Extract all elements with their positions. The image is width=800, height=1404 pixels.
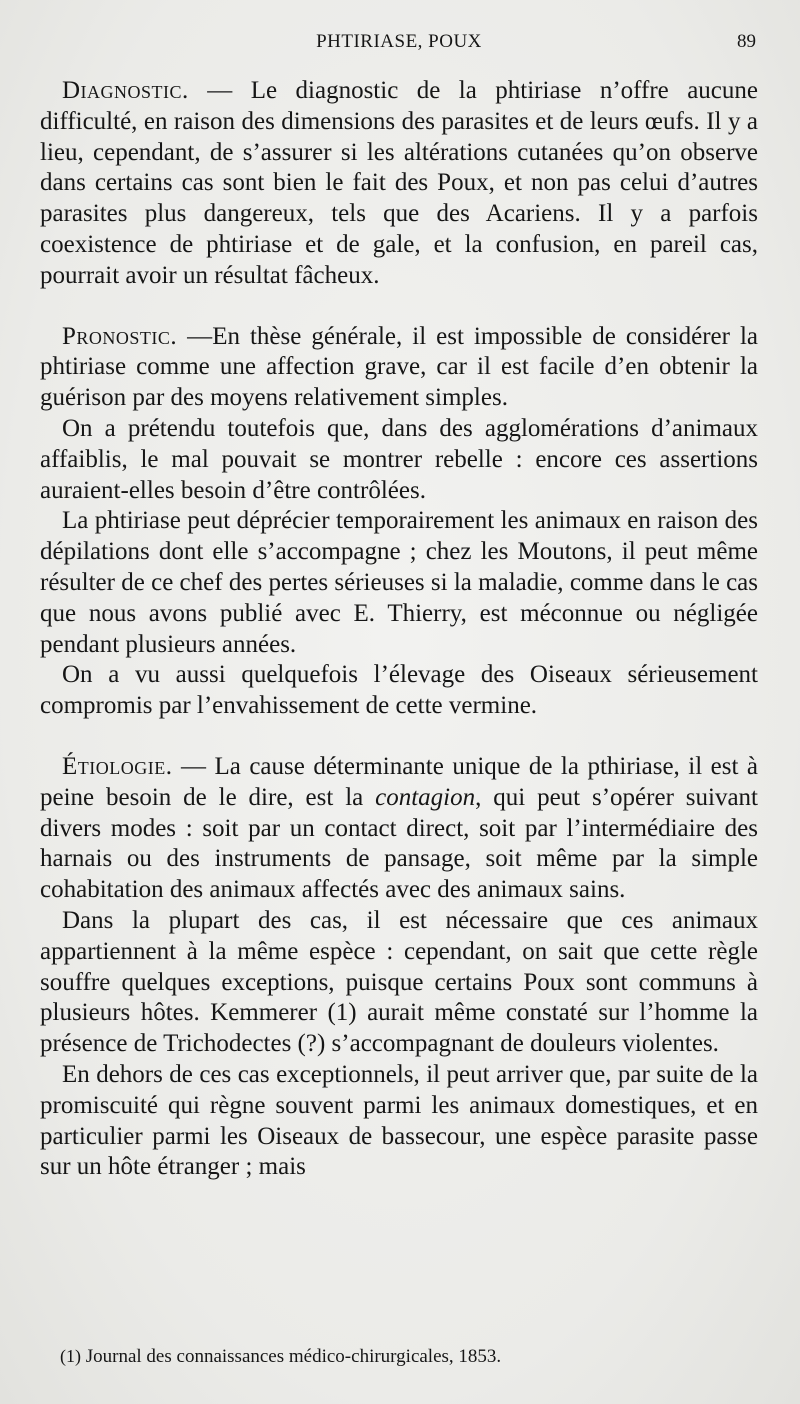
section-heading-pronostic: Pronostic.	[62, 322, 178, 350]
section-heading-etiologie: Étiologie.	[62, 752, 173, 780]
pronostic-paragraph-4: On a vu aussi quelquefois l’élevage des Oiseaux sérieusement compromis par l’envahissement de cette vermine.	[40, 661, 758, 720]
footnote	[60, 1344, 750, 1369]
pronostic-text: En thèse générale, il est impossible de considérer la phtiriase comme une affection grave, car il est facile d’en obtenir la guérison par des moyens relativement simples.	[40, 322, 759, 412]
pronostic-paragraph	[40, 322, 758, 414]
etiologie-paragraph	[40, 752, 758, 906]
diagnostic-paragraph	[40, 76, 758, 292]
footnote-text: Journal des connaissances médico-chirurgicales, 1853.	[81, 1346, 502, 1367]
etiologie-text-after: , qui peut s’opérer suivant divers modes : soit par un contact direct, soit par l’intermédiaire des harnais ou des instruments de pansage, soit même par la simple cohabitation des animaux affectés avec des animaux sains.	[40, 783, 758, 904]
section-heading-diagnostic: Diagnostic.	[62, 77, 189, 104]
section-gap	[40, 722, 758, 752]
heading-dash: —	[172, 752, 215, 780]
section-gap	[40, 292, 758, 322]
pronostic-paragraph-2: On a prétendu toutefois que, dans des agglomérations d’animaux affaiblis, le mal pouvait se montrer rebelle : encore ces assertions auraient-elles besoin d’être contrôlées.	[40, 414, 758, 504]
etiologie-text-before: La cause déterminante unique de la pthiriase, il est à peine besoin de le dire, est la	[40, 752, 759, 811]
etiologie-paragraph-3: En dehors de ces cas exceptionnels, il peut arriver que, par suite de la promiscuité qui règne souvent parmi les animaux domestiques, et en particulier parmi les Oiseaux de bassecour, une espèce parasite passe sur un hôte étranger ; mais	[40, 1060, 758, 1181]
pronostic-paragraph-3: La phtiriase peut déprécier temporairement les animaux en raison des dépilations dont elle s’accompagne ; chez les Moutons, il peut même résulter de ce chef des pertes sérieuses si la maladie, comme dans le cas que nous avons publié avec E. Thierry, est méconnue ou négligée pendant plusieurs années.	[40, 507, 758, 658]
etiologie-paragraph-2: Dans la plupart des cas, il est nécessaire que ces animaux appartiennent à la même espèce : cependant, on sait que cette règle souffre quelques exceptions, puisque certains Poux sont communs à plusieurs hôtes. Kemmerer (1) aurait même constaté sur l’homme la présence de Trichodectes (?) s’accompagnant de douleurs violentes.	[40, 906, 758, 1058]
contagion-term: contagion	[375, 783, 476, 811]
footnote-mark: (1)	[60, 1346, 81, 1366]
diagnostic-text: Le diagnostic de la phtiriase n’offre aucune difficulté, en raison des dimensions des parasites et de leurs œufs. Il y a lieu, cependant, de s’assurer si les altérations cutanées qu’on observe dans certains cas sont bien le fait des Poux, et non pas celui d’autres parasites plus dangereux, tels que des Acariens. Il y a parfois coexistence de phtiriase et de gale, et la confusion, en pareil cas, pourrait avoir un résultat fâcheux.	[40, 77, 758, 289]
page-header	[40, 31, 758, 61]
heading-dash: —	[177, 322, 213, 350]
page-number: 89	[737, 31, 756, 52]
heading-dash: —	[188, 77, 251, 104]
running-head: PHTIRIASE, POUX	[316, 31, 482, 52]
body-text	[40, 76, 758, 1183]
